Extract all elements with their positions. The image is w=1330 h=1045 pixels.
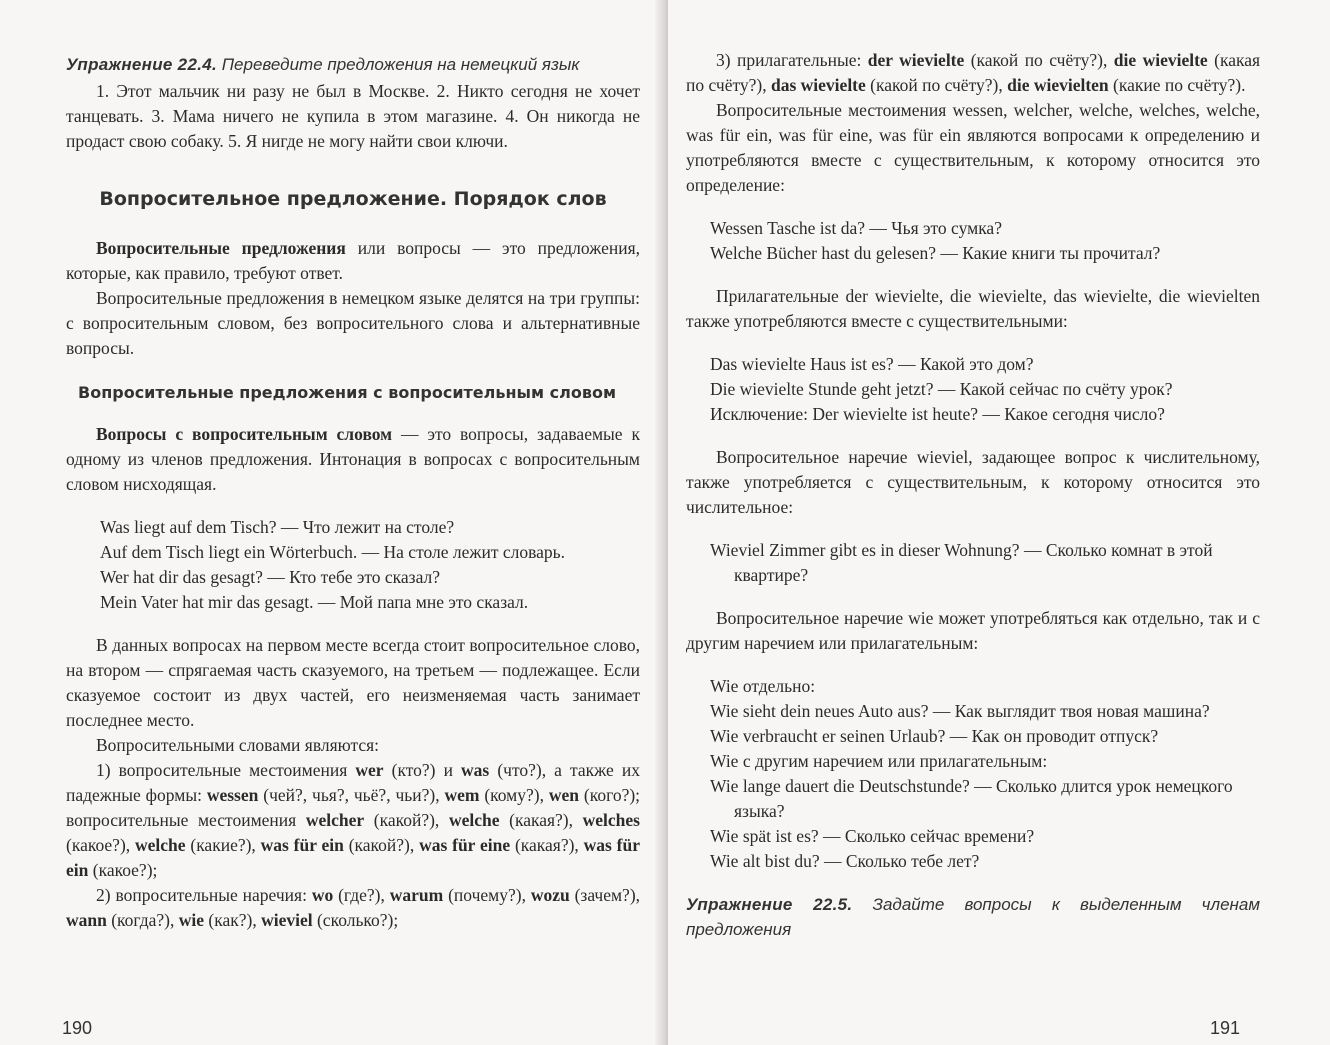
example-line: Wie verbraucht er seinen Urlaub? — Как он проводит отпуск? bbox=[710, 726, 1159, 746]
example-line: Wer hat dir das gesagt? — Кто тебе это сказал? bbox=[100, 567, 441, 587]
page-number-right: 191 bbox=[1209, 1018, 1240, 1038]
paragraph-groups: Вопросительные предложения в немецком языке делятся на три группы: с вопросительным словом, без вопросительного слова и альтернативные вопросы. bbox=[66, 288, 640, 358]
example-line: Auf dem Tisch liegt ein Wörterbuch. — На столе лежит словарь. bbox=[100, 542, 566, 562]
page-left bbox=[0, 0, 662, 1045]
example-line: Wieviel Zimmer gibt es in dieser Wohnung? — Сколько комнат в этой квартире? bbox=[710, 540, 1213, 585]
example-line: Wie с другим наречием или прилагательным: bbox=[710, 751, 1048, 771]
examples-block-4 bbox=[710, 674, 1260, 874]
example-line: Wie lange dauert die Deutschstunde? — Сколько длится урок немецкого языка? bbox=[710, 776, 1233, 821]
example-line: Mein Vater hat mir das gesagt. — Мой папа мне это сказал. bbox=[100, 592, 529, 612]
paragraph-adjective-usage: Прилагательные der wievielte, die wievielte, das wievielte, die wievielten также употребляются вместе с существительными: bbox=[686, 286, 1260, 331]
exercise-22-4-title: Упражнение 22.4. Переведите предложения на немецкий язык bbox=[66, 55, 580, 74]
example-line: Was liegt auf dem Tisch? — Что лежит на столе? bbox=[100, 517, 455, 537]
paragraph-question-words-intro: Вопросительными словами являются: bbox=[96, 735, 380, 755]
paragraph-question-word: Вопросы с вопросительным словом — это вопросы, задаваемые к одному из членов предложения. Интонация в вопросах с вопросительным словом нисходящая. bbox=[66, 424, 640, 494]
paragraph-word-order: В данных вопросах на первом месте всегда стоит вопросительное слово, на втором — спрягаемая часть сказуемого, на третьем — подлежащее. Если сказуемое состоит из двух частей, его неизменяемая часть занимает последнее место. bbox=[66, 635, 640, 730]
paragraph-definition: Вопросительные предложения или вопросы — это предложения, которые, как правило, требуют ответ. bbox=[66, 238, 640, 283]
page-right bbox=[668, 0, 1330, 1045]
paragraph-wie: Вопросительное наречие wie может употребляться как отдельно, так и с другим наречием или прилагательным: bbox=[686, 608, 1260, 653]
example-line: Wie spät ist es? — Сколько сейчас времени? bbox=[710, 826, 1035, 846]
examples-block-3 bbox=[710, 538, 1260, 588]
example-line: Wie sieht dein neues Auto aus? — Как выглядит твоя новая машина? bbox=[710, 701, 1210, 721]
examples-block-left bbox=[100, 515, 640, 615]
page-number-left: 190 bbox=[62, 1018, 93, 1038]
example-line: Wie alt bist du? — Сколько тебе лет? bbox=[710, 851, 980, 871]
exercise-22-4-body: 1. Этот мальчик ни разу не был в Москве. 2. Никто сегодня не хочет танцевать. 3. Мама ничего не купила в этом магазине. 4. Он никогда не продаст свою собаку. 5. Я нигде не могу найти свои ключи. bbox=[66, 81, 640, 151]
example-line: Wessen Tasche ist da? — Чья это сумка? bbox=[710, 218, 1002, 238]
paragraph-wieviel: Вопросительное наречие wieviel, задающее вопрос к числительному, также употребляется с существительным, к которому относится это числительное: bbox=[686, 447, 1260, 517]
subsection-heading: Вопросительные предложения с вопросительным словом bbox=[78, 383, 617, 402]
list-item-pronouns: 1) вопросительные местоимения wer (кто?) и was (что?), а также их падежные формы: wessen (чей?, чья?, чьё?, чьи?), wem (кому?), wen (кого?); вопросительные местоимения welcher (какой?), welche (какая?), welches (какое?), welche (какие?), was für ein (какой?), was für eine (какая?), was für ein (какое?); bbox=[66, 760, 641, 880]
example-line: Die wievielte Stunde geht jetzt? — Какой сейчас по счёту урок? bbox=[710, 379, 1173, 399]
exercise-22-5-title: Упражнение 22.5. Задайте вопросы к выделенным членам предложения bbox=[686, 895, 1260, 939]
example-line: Исключение: Der wievielte ist heute? — Какое сегодня число? bbox=[710, 404, 1165, 424]
example-line: Welche Bücher hast du gelesen? — Какие книги ты прочитал? bbox=[710, 243, 1161, 263]
section-heading: Вопросительное предложение. Порядок слов bbox=[99, 188, 607, 210]
example-line: Wie отдельно: bbox=[710, 676, 816, 696]
examples-block-1 bbox=[710, 216, 1260, 266]
list-item-adverbs: 2) вопросительные наречия: wo (где?), warum (почему?), wozu (зачем?), wann (когда?), wie (как?), wieviel (сколько?); bbox=[66, 885, 641, 930]
list-item-adjectives: 3) прилагательные: der wievielte (какой по счёту?), die wievielte (какая по счёту?), das wievielte (какой по счёту?), die wievielten (какие по счёту?). bbox=[686, 50, 1261, 95]
examples-block-2 bbox=[710, 352, 1260, 427]
paragraph-pronoun-usage: Вопросительные местоимения wessen, welcher, welche, welches, welche, was für ein, was für eine, was für ein являются вопросами к определению и употребляются вместе с существительным, к которому относится это определение: bbox=[686, 100, 1260, 195]
example-line: Das wievielte Haus ist es? — Какой это дом? bbox=[710, 354, 1034, 374]
